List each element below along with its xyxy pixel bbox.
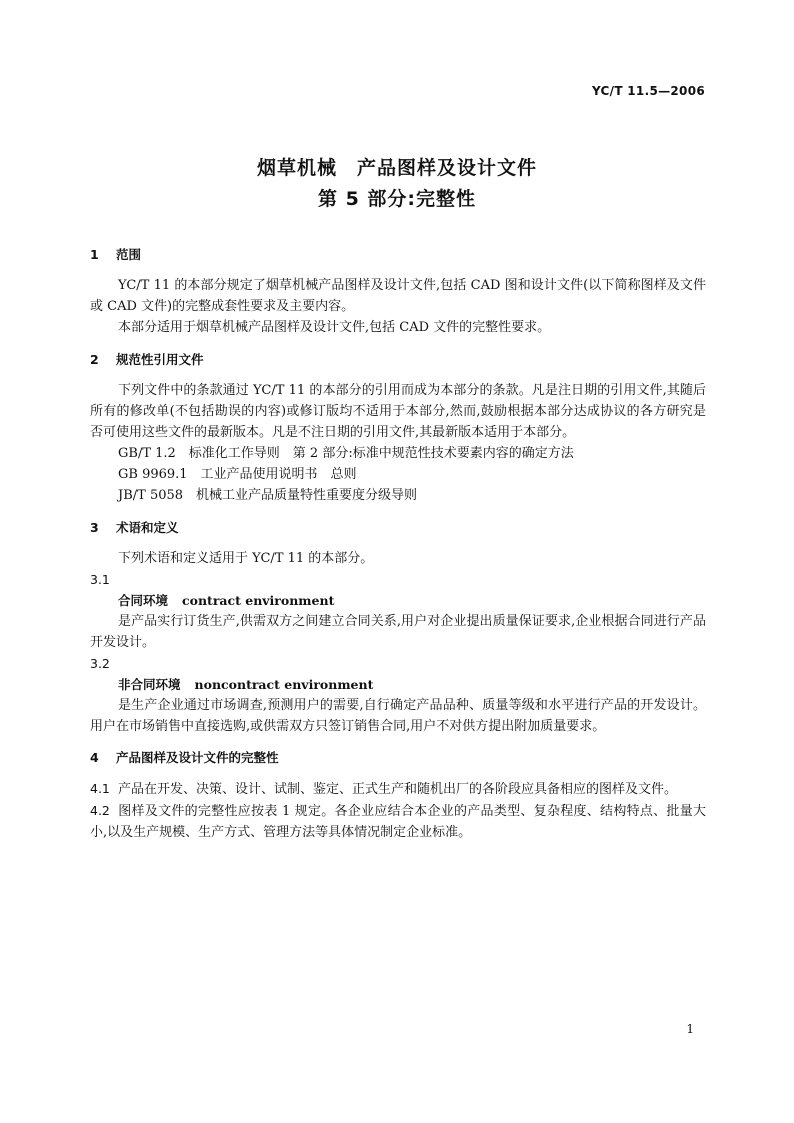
- term-title: 合同环境 contract environment: [118, 593, 335, 608]
- standard-code: YC/T 11.5—2006: [591, 84, 705, 98]
- paragraph: 下列文件中的条款通过 YC/T 11 的本部分的引用而成为本部分的条款。凡是注日期的引用文件,其随后所有的修改单(不包括勘误的内容)或修订版均不适用于本部分,然而,鼓励根据本部分达成协议的各方研究是否可使用这些文件的最新版本。凡是不注日期的引用文件,其最新版本适用于本部分。: [90, 383, 706, 440]
- term-definition: 是产品实行订货生产,供需双方之间建立合同关系,用户对企业提出质量保证要求,企业根据合同进行产品开发设计。: [90, 614, 706, 650]
- document-subtitle: 第 5 部分:完整性: [317, 188, 477, 210]
- section-scope: [90, 244, 706, 338]
- section-heading: 4 产品图样及设计文件的完整性: [90, 750, 279, 765]
- section-heading: 2 规范性引用文件: [90, 352, 204, 367]
- clause-item: 4.2 图样及文件的完整性应按表 1 规定。各企业应结合本企业的产品类型、复杂程度、结构特点、批量大小,以及生产规模、生产方式、管理方法等具体情况制定企业标准。: [90, 803, 706, 840]
- paragraph: 本部分适用于烟草机械产品图样及设计文件,包括 CAD 文件的完整性要求。: [118, 320, 551, 335]
- document-title: 烟草机械 产品图样及设计文件: [256, 157, 537, 179]
- paragraph: 下列术语和定义适用于 YC/T 11 的本部分。: [118, 551, 374, 566]
- section-terms: [90, 517, 706, 737]
- section-completeness: [90, 747, 706, 843]
- paragraph: YC/T 11 的本部分规定了烟草机械产品图样及设计文件,包括 CAD 图和设计文件(以下简称图样及文件或 CAD 文件)的完整成套性要求及主要内容。: [90, 278, 706, 314]
- reference-item: GB 9969.1 工业产品使用说明书 总则: [118, 467, 357, 482]
- term-definition: 是生产企业通过市场调查,预测用户的需要,自行确定产品品种、质量等级和水平进行产品的开发设计。用户在市场销售中直接选购,或供需双方只签订销售合同,用户不对供方提出附加质量要求。: [90, 698, 706, 734]
- section-heading: 1 范围: [90, 247, 142, 262]
- section-heading: 3 术语和定义: [90, 520, 179, 535]
- clause-item: 4.1 产品在开发、决策、设计、试制、鉴定、正式生产和随机出厂的各阶段应具备相应的图样及文件。: [90, 781, 678, 797]
- reference-item: JB/T 5058 机械工业产品质量特性重要度分级导则: [118, 488, 418, 503]
- term-number: 3.2: [90, 656, 110, 671]
- page-number: 1: [686, 1022, 694, 1036]
- term-title: 非合同环境 noncontract environment: [118, 677, 374, 692]
- section-normative-references: [90, 349, 706, 506]
- reference-item: GB/T 1.2 标准化工作导则 第 2 部分:标准中规范性技术要素内容的确定方法: [118, 446, 574, 461]
- term-number: 3.1: [90, 572, 110, 587]
